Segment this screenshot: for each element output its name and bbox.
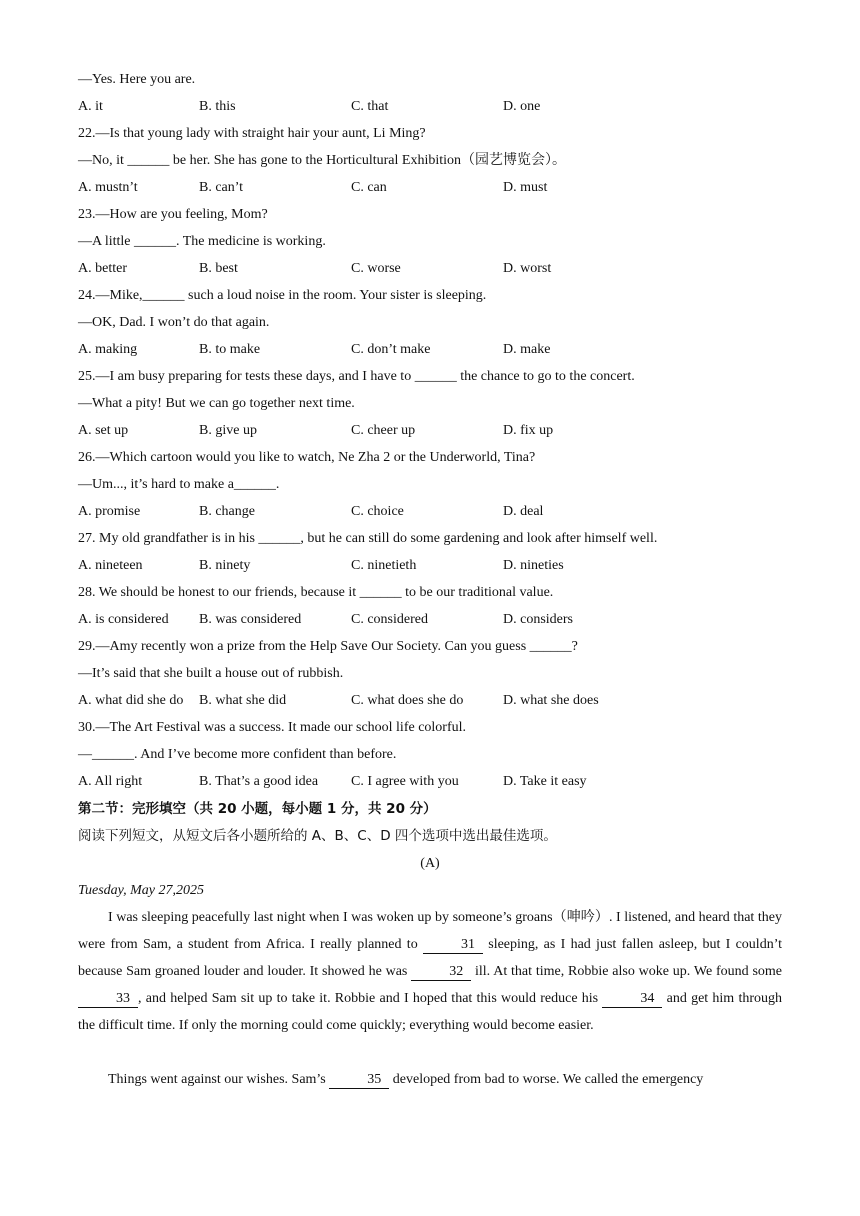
option-d: D. must [503,180,548,195]
option-d: D. one [503,99,541,114]
question-22-stem: 22.—Is that young lady with straight hair your aunt, Li Ming? [78,126,426,141]
question-26-reply: —Um..., it’s hard to make a______. [78,477,280,492]
option-c: C. worse [351,261,401,276]
option-a: A. set up [78,423,129,438]
question-23-stem: 23.—How are you feeling, Mom? [78,207,268,222]
option-c: C. that [351,99,389,114]
blank-32: 32 [411,964,471,981]
passage-text: I was sleeping peacefully last night when I was woken up by someone’s groans（呻吟）. I listened, and heard that they were from Sam, a student from Africa. I really planned to [78,910,782,952]
question-23-reply: —A little ______. The medicine is working. [78,234,326,249]
option-b: B. That’s a good idea [199,774,319,789]
option-c: C. can [351,180,387,195]
option-a: A. it [78,99,103,114]
passage-label: (A) [420,856,440,871]
passage-text: developed from bad to worse. We called the emergency [389,1072,704,1087]
option-b: B. what she did [199,693,287,708]
passage-paragraph-2 [78,1066,782,1093]
question-25-reply: —What a pity! But we can go together next time. [78,396,355,411]
passage-text: Things went against our wishes. Sam’s [108,1072,330,1087]
option-c: C. choice [351,504,404,519]
passage-text: , and helped Sam sit up to take it. Robbie and I hoped that this would reduce his [138,991,603,1006]
passage-text: ill. At that time, Robbie also woke up. We found some [471,964,782,979]
option-b: B. best [199,261,238,276]
option-b: B. can’t [199,180,244,195]
question-29-reply: —It’s said that she built a house out of rubbish. [78,666,344,681]
option-d: D. fix up [503,423,554,438]
option-a: A. promise [78,504,141,519]
passage-text: and get him through the difficult time. If only the morning could come quickly; everything would become easier. [78,991,782,1033]
question-30-stem: 30.—The Art Festival was a success. It made our school life colorful. [78,720,467,735]
question-22-reply: —No, it ______ be her. She has gone to the Horticultural Exhibition（园艺博览会）。 [78,153,566,168]
section-heading: 第二节：完形填空（共 20 小题，每小题 1 分，共 20 分） [78,801,437,817]
option-c: C. don’t make [351,342,431,357]
passage-paragraph-1 [78,904,782,1039]
option-a: A. mustn’t [78,180,138,195]
option-b: B. give up [199,423,257,438]
option-a: A. All right [78,774,143,789]
option-a: A. is considered [78,612,169,627]
option-d: D. deal [503,504,544,519]
blank-34: 34 [602,991,662,1008]
section-instruction: 阅读下列短文，从短文后各小题所给的 A、B、C、D 四个选项中选出最佳选项。 [78,828,557,844]
option-c: C. what does she do [351,693,464,708]
blank-31: 31 [423,937,483,954]
option-a: A. nineteen [78,558,143,573]
option-b: B. change [199,504,255,519]
blank-33: 33 [78,991,138,1008]
option-b: B. ninety [199,558,251,573]
option-d: D. Take it easy [503,774,587,789]
option-a: A. making [78,342,138,357]
option-b: B. to make [199,342,261,357]
option-d: D. nineties [503,558,564,573]
question-25-stem: 25.—I am busy preparing for tests these days, and I have to ______ the chance to go to the concert. [78,369,635,384]
option-a: A. what did she do [78,693,184,708]
question-28-stem: 28. We should be honest to our friends, because it ______ to be our traditional value. [78,585,554,600]
question-26-stem: 26.—Which cartoon would you like to watch, Ne Zha 2 or the Underworld, Tina? [78,450,536,465]
question-21-line: —Yes. Here you are. [78,72,196,87]
option-b: B. this [199,99,236,114]
passage-date: Tuesday, May 27,2025 [78,883,204,898]
option-d: D. worst [503,261,552,276]
option-d: D. what she does [503,693,599,708]
option-d: D. make [503,342,551,357]
question-24-reply: —OK, Dad. I won’t do that again. [78,315,270,330]
option-c: C. I agree with you [351,774,459,789]
passage-text: sleeping, as I had just fallen asleep, but I couldn’t because Sam groaned louder and louder. It showed he was [78,937,782,979]
option-a: A. better [78,261,127,276]
option-c: C. ninetieth [351,558,417,573]
question-30-reply: —______. And I’ve become more confident than before. [78,747,397,762]
option-c: C. considered [351,612,428,627]
option-d: D. considers [503,612,573,627]
question-27-stem: 27. My old grandfather is in his ______, but he can still do some gardening and look after himself well. [78,531,658,546]
option-c: C. cheer up [351,423,416,438]
question-24-stem: 24.—Mike,______ such a loud noise in the room. Your sister is sleeping. [78,288,487,303]
option-b: B. was considered [199,612,302,627]
question-29-stem: 29.—Amy recently won a prize from the Help Save Our Society. Can you guess ______? [78,639,578,654]
blank-35: 35 [329,1072,389,1089]
